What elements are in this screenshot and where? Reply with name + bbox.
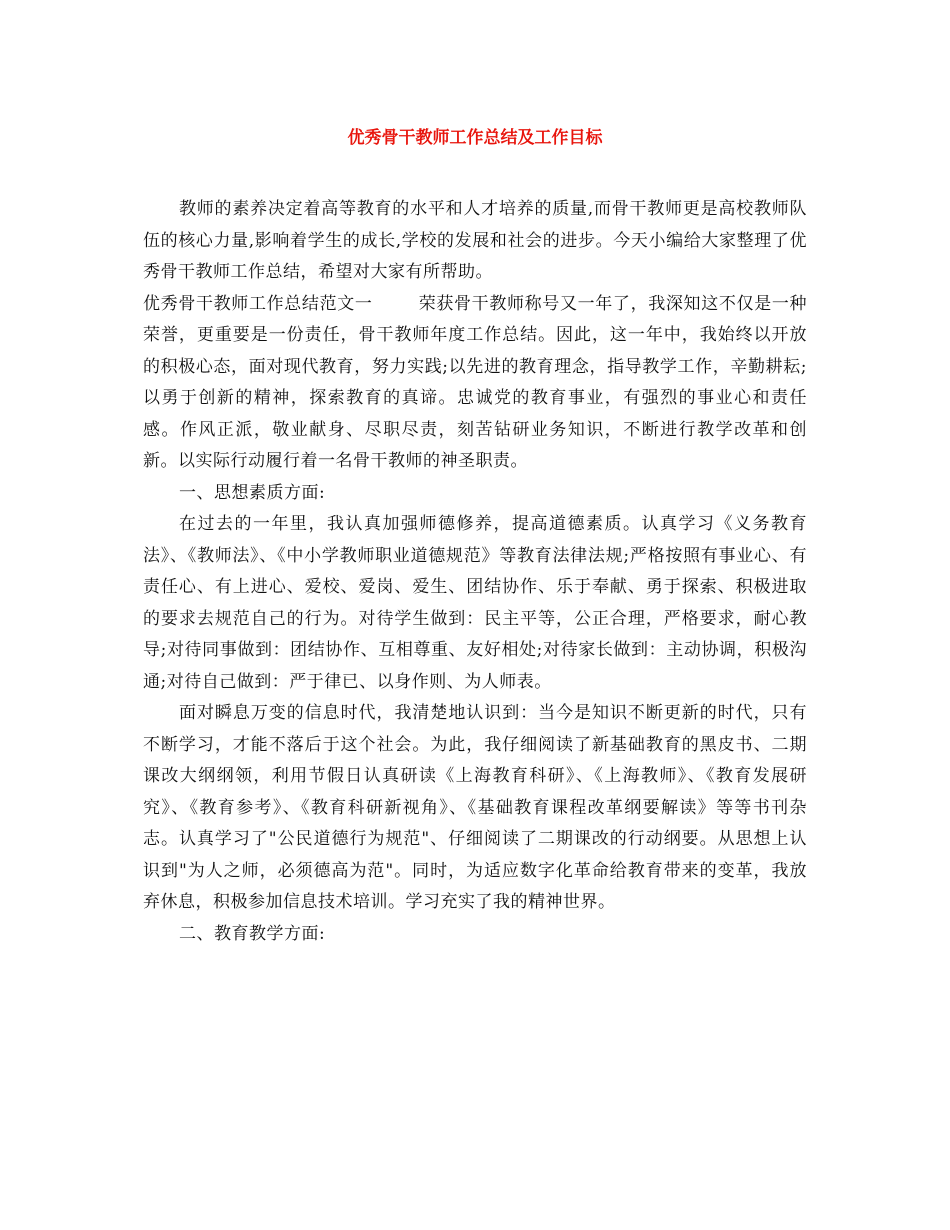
heading-thought-quality: 一、思想素质方面:	[179, 482, 326, 503]
document-title: 优秀骨干教师工作总结及工作目标	[347, 128, 603, 148]
section-paragraph	[143, 289, 807, 478]
section-label: 优秀骨干教师工作总结范文一	[143, 293, 373, 314]
document-page	[143, 118, 807, 950]
paragraph-learning: 面对瞬息万变的信息时代，我清楚地认识到：当今是知识不断更新的时代，只有不断学习，才能不落后于这个社会。为此，我仔细阅读了新基础教育的黑皮书、二期课改大纲纲领，利用节假日认真研读《上海教育科研》、《上海教师》、《教育发展研究》、《教育参考》、《教育科研新视角》、《基础教育课程改革纲要解读》等等书刊杂志。认真学习了"公民道德行为规范"、仔细阅读了二期课改的行动纲要。从思想上认识到"为人之师，必须德高为范"。同时，为适应数字化革命给教育带来的变革，我放弃休息，积极参加信息技术培训。学习充实了我的精神世界。	[143, 703, 807, 912]
paragraph-ethics: 在过去的一年里，我认真加强师德修养，提高道德素质。认真学习《义务教育法》、《教师法》、《中小学教师职业道德规范》等教育法律法规;严格按照有事业心、有责任心、有上进心、爱校、爱岗、爱生、团结协作、乐于奉献、勇于探索、积极进取的要求去规范自己的行为。对待学生做到：民主平等，公正合理，严格要求，耐心教导;对待同事做到：团结协作、互相尊重、友好相处;对待家长做到：主动协调，积极沟通;对待自己做到：严于律已、以身作则、为人师表。	[143, 514, 807, 692]
section-opening: 荣获骨干教师称号又一年了，我深知这不仅是一种荣誉，更重要是一份责任，骨干教师年度工作总结。因此，这一年中，我始终以开放的积极心态，面对现代教育，努力实践;以先进的教育理念，指导教学工作，辛勤耕耘;以勇于创新的精神，探索教育的真谛。忠诚党的教育事业，有强烈的事业心和责任感。作风正派，敬业献身、尽职尽责，刻苦钻研业务知识，不断进行教学改革和创新。以实际行动履行着一名骨干教师的神圣职责。	[143, 293, 808, 471]
heading-teaching: 二、教育教学方面:	[179, 923, 326, 944]
intro-paragraph: 教师的素养决定着高等教育的水平和人才培养的质量,而骨干教师更是高校教师队伍的核心力量,影响着学生的成长,学校的发展和社会的进步。今天小编给大家整理了优秀骨干教师工作总结，希望对大家有所帮助。	[143, 199, 807, 282]
